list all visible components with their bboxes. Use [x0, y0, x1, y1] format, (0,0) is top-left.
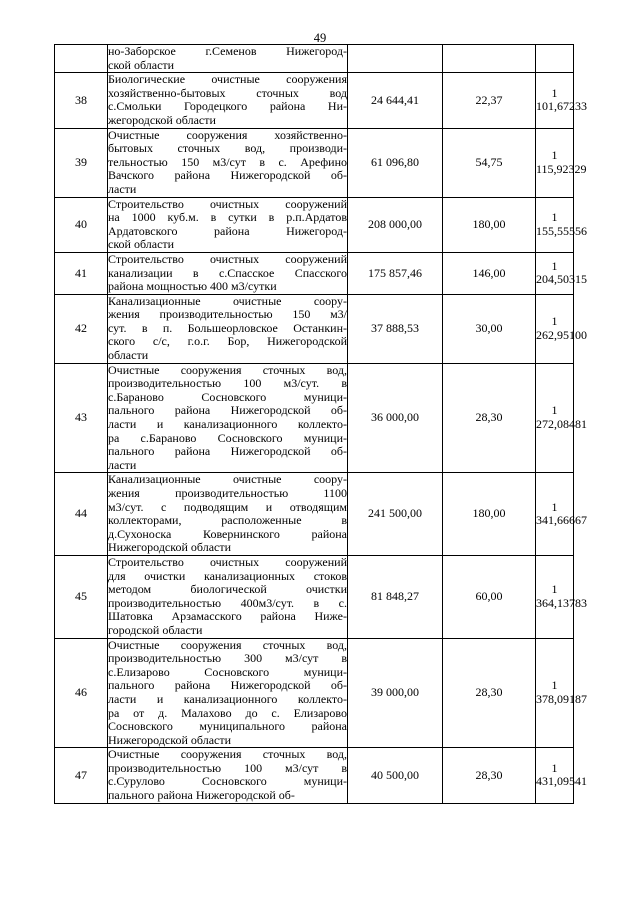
description-line: Вачского района Нижегородской об- — [108, 168, 347, 183]
description-line: ра от д. Малахово до с. Елизарово — [108, 705, 347, 720]
row-number: 46 — [55, 638, 108, 748]
description-line: района мощностью 400 м3/сутки — [108, 279, 277, 294]
description-line: Канализационные очистные соору- — [108, 293, 347, 308]
description-line: городской области — [108, 622, 203, 637]
facility-description — [108, 363, 348, 473]
description-line: хозяйственно-бытовых сточных вод — [108, 85, 347, 100]
ratio-line-1: 1 — [551, 499, 558, 514]
description-line: ской области — [108, 237, 175, 252]
row-number: 42 — [55, 294, 108, 363]
ratio-value — [536, 555, 587, 638]
ratio-line-2: 364,13783 — [536, 595, 587, 610]
ratio-line-1: 1 — [551, 147, 558, 162]
cost-value: 208 000,00 — [348, 197, 443, 252]
ratio-line-1: 1 — [551, 582, 558, 597]
description-line: Очистные сооружения сточных вод, — [108, 637, 347, 652]
table-row — [55, 555, 574, 638]
description-line: Нижегородской области — [108, 540, 232, 555]
description-line: методом биологической очистки — [108, 582, 347, 597]
ratio-line-2: 378,09187 — [536, 691, 587, 706]
row-number: 39 — [55, 128, 108, 197]
description-line: Ардатовского района Нижегород- — [108, 223, 347, 238]
description-line: Строительство очистных сооружений — [108, 554, 347, 569]
description-line: производительностью 100 м3/сут в — [108, 760, 347, 775]
ratio-line-2: 431,09541 — [536, 774, 587, 789]
cost-value: 37 888,53 — [348, 294, 443, 363]
description-line: Шатовка Арзамасского района Ниже- — [108, 609, 347, 624]
ratio-line-1: 1 — [551, 678, 558, 693]
ratio-line-1: 1 — [551, 258, 558, 273]
description-line: Строительство очистных сооружений — [108, 251, 347, 266]
capacity-value: 54,75 — [443, 128, 536, 197]
description-line: канализации в с.Спасское Спасского — [108, 265, 347, 280]
description-line: коллекторами, расположенные в — [108, 513, 347, 528]
description-line: с.Елизарово Сосновского муници- — [108, 664, 347, 679]
ratio-line-2: 101,67233 — [536, 99, 587, 114]
table-row — [55, 128, 574, 197]
description-line: с.Бараново Сосновского муници- — [108, 389, 347, 404]
description-line: Строительство очистных сооружений — [108, 196, 347, 211]
facility-description — [108, 128, 348, 197]
facility-description — [108, 197, 348, 252]
capacity-value: 28,30 — [443, 363, 536, 473]
cost-value — [348, 45, 443, 73]
cost-value: 241 500,00 — [348, 473, 443, 556]
capacity-value — [443, 45, 536, 73]
facilities-table — [54, 44, 587, 804]
table-row — [55, 638, 574, 748]
row-number: 43 — [55, 363, 108, 473]
description-line: ской области — [108, 57, 175, 72]
table-row — [55, 197, 574, 252]
description-line: пального района Нижегородской об- — [108, 403, 347, 418]
ratio-line-1: 1 — [551, 210, 558, 225]
facility-description — [108, 748, 348, 803]
cost-value: 36 000,00 — [348, 363, 443, 473]
row-number — [55, 45, 108, 73]
description-line: пального района Нижегородской об- — [108, 788, 295, 803]
cost-value: 40 500,00 — [348, 748, 443, 803]
facility-description — [108, 45, 348, 73]
ratio-value — [536, 252, 587, 294]
ratio-line-1: 1 — [551, 760, 558, 775]
description-line: тельностью 150 м3/сут в с. Арефино — [108, 154, 347, 169]
cost-value: 61 096,80 — [348, 128, 443, 197]
ratio-line-2: 262,95100 — [536, 327, 587, 342]
table-row — [55, 252, 574, 294]
capacity-value: 60,00 — [443, 555, 536, 638]
facility-description — [108, 252, 348, 294]
ratio-line-1: 1 — [551, 85, 558, 100]
description-line: д.Сухоноска Ковернинского района — [108, 526, 347, 541]
ratio-value — [536, 128, 587, 197]
description-line: жения производительностью 1100 — [108, 486, 347, 500]
ratio-value — [536, 473, 587, 556]
description-line: пального района Нижегородской об- — [108, 678, 347, 693]
ratio-value — [536, 45, 574, 73]
facility-description — [108, 73, 348, 128]
description-line: ласти и канализационного коллекто- — [108, 691, 347, 706]
description-line: ласти — [108, 457, 137, 472]
capacity-value: 180,00 — [443, 473, 536, 556]
ratio-value — [536, 294, 587, 363]
table-row — [55, 73, 574, 128]
cost-value: 175 857,46 — [348, 252, 443, 294]
table-row — [55, 748, 574, 803]
description-line: производительностью 300 м3/сут в — [108, 651, 347, 666]
description-line: на 1000 куб.м. в сутки в р.п.Ардатов — [108, 210, 347, 225]
capacity-value: 22,37 — [443, 73, 536, 128]
description-line: Нижегородской области — [108, 732, 232, 747]
table-row — [55, 363, 574, 473]
ratio-value — [536, 638, 587, 748]
ratio-line-1: 1 — [551, 314, 558, 329]
description-line: с.Смольки Городецкого района Ни- — [108, 99, 347, 114]
page-number: 49 — [313, 31, 327, 45]
row-number: 40 — [55, 197, 108, 252]
row-number: 45 — [55, 555, 108, 638]
ratio-line-2: 341,66667 — [536, 513, 587, 528]
description-line: пального района Нижегородской об- — [108, 444, 347, 459]
ratio-line-2: 155,55556 — [536, 223, 587, 238]
facility-description — [108, 473, 348, 556]
description-line: Очистные сооружения сточных вод, — [108, 747, 347, 762]
row-number: 44 — [55, 473, 108, 556]
table-row — [55, 473, 574, 556]
description-line: производительностью 400м3/сут. в с. — [108, 595, 347, 610]
row-number: 41 — [55, 252, 108, 294]
row-number: 38 — [55, 73, 108, 128]
description-line: бытовых сточных вод, производи- — [108, 141, 347, 156]
description-line: но-Заборское г.Семенов Нижегород- — [108, 44, 347, 58]
description-line: производительностью 100 м3/сут. в — [108, 376, 347, 391]
ratio-value — [536, 197, 587, 252]
capacity-value: 30,00 — [443, 294, 536, 363]
description-line: Очистные сооружения сточных вод, — [108, 362, 347, 377]
description-line: области — [108, 348, 149, 363]
facility-description — [108, 555, 348, 638]
ratio-line-1: 1 — [551, 403, 558, 418]
capacity-value: 180,00 — [443, 197, 536, 252]
description-line: Сосновского муниципального района — [108, 719, 347, 734]
ratio-line-2: 204,50315 — [536, 272, 587, 287]
table-row — [55, 294, 574, 363]
ratio-line-2: 115,92329 — [536, 161, 587, 176]
cost-value: 24 644,41 — [348, 73, 443, 128]
ratio-value — [536, 748, 587, 803]
facility-description — [108, 638, 348, 748]
capacity-value: 28,30 — [443, 748, 536, 803]
capacity-value: 28,30 — [443, 638, 536, 748]
description-line: ра с.Бараново Сосновского муници- — [108, 430, 347, 445]
description-line: м3/сут. с подводящим и отводящим — [108, 499, 347, 514]
description-line: Очистные сооружения хозяйственно- — [108, 127, 347, 142]
description-line: сут. в п. Большеорловское Останкин- — [108, 320, 347, 335]
ratio-value — [536, 363, 587, 473]
facility-description — [108, 294, 348, 363]
table-row — [55, 45, 574, 73]
description-line: ласти — [108, 181, 137, 196]
description-line: Биологические очистные сооружения — [108, 72, 347, 87]
row-number: 47 — [55, 748, 108, 803]
description-line: с.Сурулово Сосновского муници- — [108, 774, 347, 789]
ratio-line-2: 272,08481 — [536, 417, 587, 432]
ratio-value — [536, 73, 587, 128]
cost-value: 81 848,27 — [348, 555, 443, 638]
description-line: жения производительностью 150 м3/ — [108, 307, 347, 322]
description-line: жегородской области — [108, 112, 216, 127]
description-line: Канализационные очистные соору- — [108, 472, 347, 487]
capacity-value: 146,00 — [443, 252, 536, 294]
description-line: для очистки канализационных стоков — [108, 568, 347, 583]
cost-value: 39 000,00 — [348, 638, 443, 748]
description-line: ласти и канализационного коллекто- — [108, 417, 347, 432]
description-line: ского с/с, г.о.г. Бор, Нижегородской — [108, 334, 347, 349]
